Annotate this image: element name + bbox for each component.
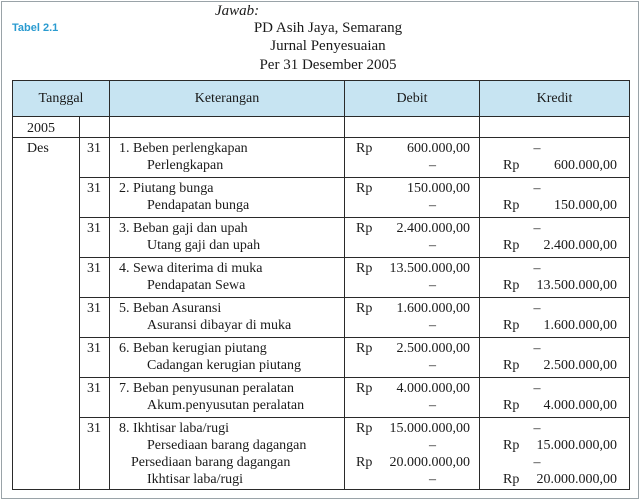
credit-account: Perlengkapan (147, 158, 224, 173)
credit-value: 13.500.000,00 (536, 278, 617, 293)
credit-account: Akum.penyusutan peralatan (147, 398, 305, 413)
row-rule (79, 257, 629, 258)
currency-label: Rp (503, 358, 520, 373)
dash-cell: – (533, 261, 541, 276)
dash-cell: – (533, 381, 541, 396)
year-cell: 2005 (27, 121, 55, 136)
day-cell: 31 (87, 141, 101, 156)
row-rule (79, 417, 629, 418)
row-rule (79, 177, 629, 178)
dash-cell: – (533, 221, 541, 236)
table-header (13, 81, 629, 117)
credit-value: 2.400.000,00 (543, 238, 617, 253)
debit-account: 4. Sewa diterima di muka (119, 261, 263, 276)
credit-value: 2.500.000,00 (543, 358, 617, 373)
credit-value: 1.600.000,00 (543, 318, 617, 333)
currency-label: Rp (503, 472, 520, 487)
currency-label: Rp (503, 438, 520, 453)
dash-cell: – (429, 398, 436, 413)
row-rule (79, 297, 629, 298)
day-cell: 31 (87, 221, 101, 236)
dash-cell: – (429, 358, 436, 373)
currency-label: Rp (503, 278, 520, 293)
credit-value: 15.000.000,00 (536, 438, 617, 453)
row-rule (13, 137, 629, 138)
journal-period: Per 31 Desember 2005 (259, 57, 397, 73)
credit-account: Ikhtisar laba/rugi (147, 472, 244, 487)
row-rule (79, 217, 629, 218)
debit-value: 2.500.000,00 (396, 341, 470, 356)
debit-value: 1.600.000,00 (396, 301, 470, 316)
journal-title: Jurnal Penyesuaian (270, 38, 386, 54)
currency-label: Rp (356, 261, 373, 276)
credit-account: Pendapatan Sewa (147, 278, 246, 293)
day-cell: 31 (87, 261, 101, 276)
day-cell: 31 (87, 421, 101, 436)
debit-account: 1. Beben perlengkapan (119, 141, 248, 156)
currency-label: Rp (503, 238, 520, 253)
debit-account: 2. Piutang bunga (119, 181, 214, 196)
debit-value: 15.000.000,00 (389, 421, 470, 436)
dash-cell: – (429, 472, 436, 487)
dash-cell: – (533, 341, 541, 356)
debit-account: 3. Beban gaji dan upah (119, 221, 248, 236)
day-cell: 31 (87, 341, 101, 356)
dash-cell: – (429, 158, 436, 173)
dash-cell: – (429, 198, 436, 213)
day-cell: 31 (87, 181, 101, 196)
dash-cell: – (429, 278, 436, 293)
header-debit: Debit (396, 91, 428, 106)
credit-account: Pendapatan bunga (147, 198, 250, 213)
dash-cell: – (429, 238, 436, 253)
table-label: Tabel 2.1 (12, 22, 59, 34)
dash-cell: – (533, 421, 541, 436)
dash-cell: – (533, 301, 541, 316)
currency-label: Rp (356, 221, 373, 236)
column-rule (79, 117, 80, 489)
currency-label: Rp (503, 398, 520, 413)
credit-value: 600.000,00 (554, 158, 617, 173)
dash-cell: – (429, 438, 436, 453)
dash-cell: – (533, 455, 541, 470)
debit-account: 6. Beban kerugian piutang (119, 341, 267, 356)
credit-account: Cadangan kerugian piutang (147, 358, 301, 373)
dash-cell: – (533, 181, 541, 196)
currency-label: Rp (503, 198, 520, 213)
row-rule (79, 337, 629, 338)
credit-account: Utang gaji dan upah (147, 238, 261, 253)
currency-label: Rp (356, 421, 373, 436)
header-kredit: Kredit (536, 91, 573, 106)
credit-value: 150.000,00 (554, 198, 617, 213)
column-rule (344, 81, 345, 489)
credit-value: 4.000.000,00 (543, 398, 617, 413)
currency-label: Rp (356, 181, 373, 196)
currency-label: Rp (356, 301, 373, 316)
debit-account: 8. Ikhtisar laba/rugi (119, 421, 230, 436)
debit-value: 13.500.000,00 (389, 261, 470, 276)
currency-label: Rp (503, 318, 520, 333)
column-rule (479, 81, 480, 489)
row-rule (79, 377, 629, 378)
day-cell: 31 (87, 301, 101, 316)
debit-value: 4.000.000,00 (396, 381, 470, 396)
header-keterangan: Keterangan (194, 91, 260, 106)
dash-cell: – (429, 318, 436, 333)
day-cell: 31 (87, 381, 101, 396)
currency-label: Rp (356, 341, 373, 356)
currency-label: Rp (356, 381, 373, 396)
currency-label: Rp (356, 141, 373, 156)
journal-table (12, 80, 630, 490)
credit-value: 20.000.000,00 (536, 472, 617, 487)
debit-value: 150.000,00 (407, 181, 470, 196)
dash-cell: – (533, 141, 541, 156)
answer-heading: Jawab: (215, 3, 260, 19)
debit-value: 600.000,00 (407, 141, 470, 156)
month-cell: Des (27, 141, 49, 156)
debit-account: Persediaan barang dagangan (131, 455, 291, 470)
credit-account: Persediaan barang dagangan (147, 438, 307, 453)
debit-account: 7. Beban penyusunan peralatan (119, 381, 294, 396)
column-rule (109, 81, 110, 489)
header-tanggal: Tanggal (38, 91, 84, 106)
currency-label: Rp (356, 455, 373, 470)
currency-label: Rp (503, 158, 520, 173)
credit-account: Asuransi dibayar di muka (147, 318, 292, 333)
debit-value: 20.000.000,00 (389, 455, 470, 470)
debit-account: 5. Beban Asuransi (119, 301, 222, 316)
debit-value: 2.400.000,00 (396, 221, 470, 236)
company-name: PD Asih Jaya, Semarang (253, 20, 403, 36)
